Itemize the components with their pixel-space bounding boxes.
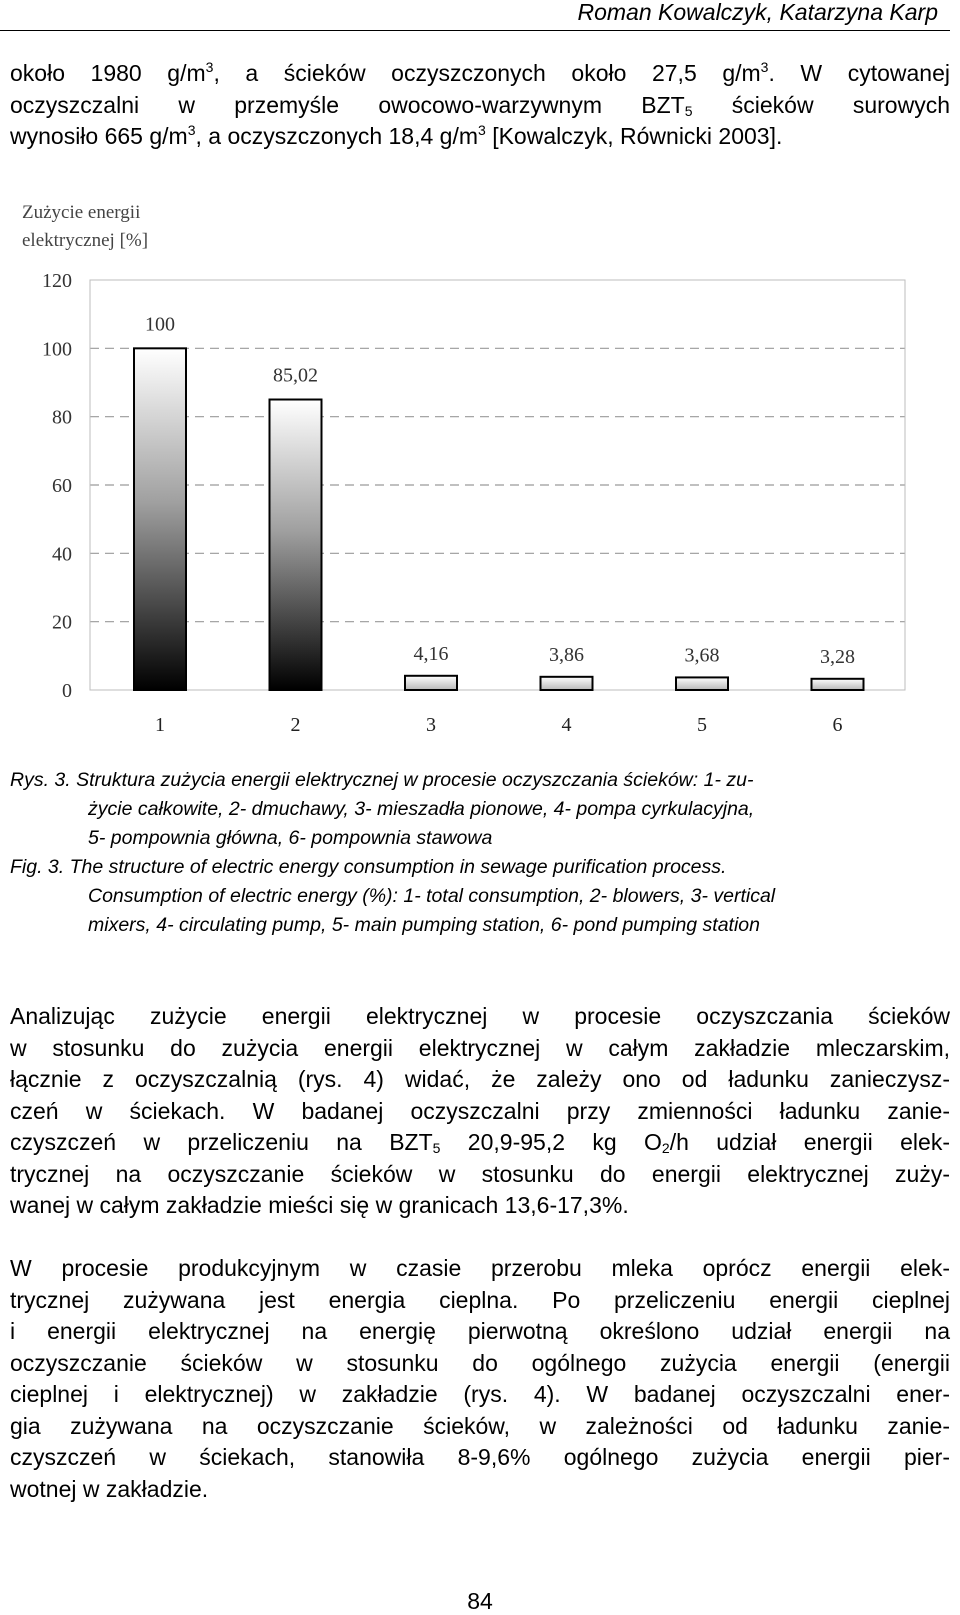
p2-line-6: gia zużywana na oczyszczanie ścieków, w zależności od ładunku zanie-	[10, 1412, 950, 1439]
intro-paragraph	[10, 58, 950, 153]
p1-line-5: czyszczeń w przeliczeniu na $BZT_5$ 20,9-95,2 kg $O_2/h$ udział energii elek-	[10, 1129, 950, 1156]
y-tick-80: 80	[52, 406, 72, 429]
p1-line-4: czeń w ściekach. W badanej oczyszczalni przy zmienności ładunku zanie-	[10, 1097, 950, 1124]
y-tick-0: 0	[62, 680, 72, 702]
y-tick-labels	[42, 270, 72, 702]
intro-line-2: oczyszczalni w przemyśle owocowo-warzywnym $BZT_5$ ścieków surowych	[10, 91, 950, 119]
value-label-1: 100	[145, 313, 175, 336]
y-axis-title-line-1: Zużycie energii	[22, 202, 141, 223]
paragraph-2	[10, 1253, 950, 1505]
y-tick-120: 120	[42, 270, 72, 292]
header-authors: Roman Kowalczyk, Katarzyna Karp	[577, 0, 938, 25]
value-label-5: 3,68	[684, 644, 720, 667]
value-label-2: 85,02	[273, 364, 318, 387]
p2-line-5: cieplnej i elektrycznej) w zakładzie (rys. 4). W badanej oczyszczalni ener-	[10, 1381, 950, 1407]
p2-line-2: trycznej zużywana jest energia cieplna. Po przeliczeniu energii cieplnej	[10, 1286, 950, 1313]
x-tick-labels	[155, 714, 843, 736]
x-tick-4: 4	[561, 714, 572, 736]
intro-line-3: wynosiło 665 $g/m^3$, a oczyszczonych 18,4 $g/m^3$ [Kowalczyk, Równicki 2003].	[10, 122, 783, 149]
bar-5	[676, 677, 728, 690]
grid-lines	[90, 348, 905, 621]
x-tick-5: 5	[697, 714, 707, 736]
y-tick-60: 60	[52, 475, 72, 497]
energy-structure-chart	[0, 190, 960, 750]
y-tick-20: 20	[52, 611, 72, 634]
bar-6	[812, 679, 864, 690]
p1-line-6: trycznej na oczyszczanie ścieków w stosunku do energii elektrycznej zuży-	[10, 1160, 950, 1187]
bar-4	[541, 677, 593, 690]
bar-2	[270, 400, 322, 690]
value-label-3: 4,16	[413, 642, 449, 665]
value-labels	[145, 313, 855, 667]
caption-pl-line-2: życie całkowite, 2- dmuchawy, 3- mieszadła pionowe, 4- pompa cyrkulacyjna,	[88, 798, 755, 820]
p1-line-1: Analizując zużycie energii elektrycznej w procesie oczyszczania ścieków	[10, 1003, 950, 1029]
p2-line-7: czyszczeń w ściekach, stanowiła 8-9,6% ogólnego zużycia energii pier-	[10, 1444, 950, 1470]
p2-line-1: W procesie produkcyjnym w czasie przerobu mleka oprócz energii elek-	[10, 1255, 950, 1281]
running-header	[0, 0, 950, 31]
p1-line-3: łącznie z oczyszczalnią (rys. 4) widać, że zależy ono od ładunku zanieczysz-	[10, 1066, 950, 1092]
x-tick-1: 1	[155, 714, 165, 736]
value-label-4: 3,86	[549, 643, 584, 666]
y-tick-100: 100	[42, 338, 72, 361]
bar-1	[134, 348, 186, 690]
p1-line-7: wanej w całym zakładzie mieści się w granicach 13,6-17,3%.	[10, 1192, 629, 1218]
x-tick-3: 3	[426, 714, 436, 736]
caption-pl-line-1: Rys. 3. Struktura zużycia energii elektrycznej w procesie oczyszczania ścieków: 1- zu-	[10, 769, 754, 791]
caption-en-line-3: mixers, 4- circulating pump, 5- main pumping station, 6- pond pumping station	[88, 914, 760, 936]
p2-line-3: i energii elektrycznej na energię pierwotną określono udział energii na	[10, 1318, 950, 1344]
x-tick-6: 6	[832, 714, 843, 736]
value-label-6: 3,28	[820, 645, 855, 668]
x-tick-2: 2	[290, 714, 301, 736]
p1-line-2: w stosunku do zużycia energii elektrycznej w całym zakładzie mleczarskim,	[10, 1034, 950, 1061]
bar-3	[405, 676, 457, 690]
caption-pl-line-3: 5- pompownia główna, 6- pompownia stawowa	[88, 827, 493, 849]
caption-en-line-1: Fig. 3. The structure of electric energy consumption in sewage purification process.	[10, 856, 727, 878]
intro-line-1: około 1980 $g/m^3$, a ścieków oczyszczonych około 27,5 $g/m^3$. W cytowanej	[10, 59, 950, 86]
caption-en-line-2: Consumption of electric energy (%): 1- total consumption, 2- blowers, 3- vertical	[88, 885, 776, 907]
bars	[134, 348, 864, 690]
p2-line-4: oczyszczanie ścieków w stosunku do ogólnego zużycia energii (energii	[10, 1349, 950, 1376]
y-axis-title-line-2: elektrycznej [%]	[22, 230, 149, 251]
p2-line-8: wotnej w zakładzie.	[10, 1475, 209, 1502]
page-number: 84	[467, 1588, 493, 1614]
y-tick-40: 40	[52, 543, 72, 566]
figure-caption	[10, 766, 950, 940]
paragraph-1	[10, 1001, 950, 1222]
